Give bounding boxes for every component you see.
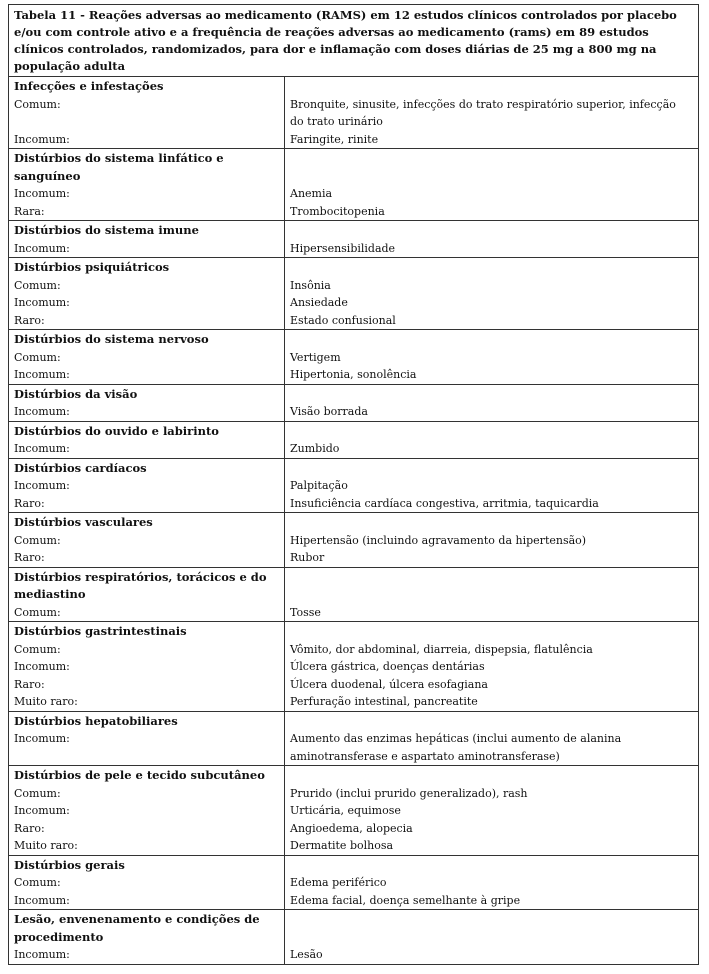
category-row [9,421,699,458]
reactions-cell [285,330,699,385]
category-cell [9,622,285,712]
reaction-text: Trombocitopenia [290,204,385,218]
category-row [9,384,699,421]
reaction-text: Ansiedade [290,296,348,309]
category-row [9,149,699,221]
reaction-text: Insônia [290,278,331,292]
reaction-text: Edema facial, doença semelhante à gripe [290,893,521,907]
category-cell [9,513,285,568]
reaction-text: Aumento das enzimas hepáticas (inclui aumento de alanina aminotransferase e aspartato aminotransferase) [290,732,622,763]
reactions-cell [285,567,699,622]
reaction-text: Úlcera gástrica, doenças dentárias [290,660,485,673]
reaction-text: Zumbido [290,442,340,455]
reaction-text: Faringite, rinite [290,132,379,146]
category-name: Distúrbios hepatobiliares [14,713,178,728]
reaction-text: Úlcera duodenal, úlcera esofagiana [290,677,488,691]
reaction-text: Dermatite bolhosa [290,839,394,852]
category-cell [9,458,285,513]
reaction-text: Palpitação [290,479,348,492]
category-cell [9,384,285,421]
category-cell [9,855,285,910]
category-row [9,711,699,766]
frequency-label: Incomum: [14,893,70,907]
frequency-label: Incomum: [14,368,70,381]
reactions-cell [285,622,699,712]
frequency-label: Muito raro: [14,839,78,852]
category-cell [9,149,285,221]
table-title: Tabela 11 - Reações adversas ao medicamento (RAMS) em 12 estudos clínicos controlados por placebo e/ou com controle ativo e a frequência de reações adversas ao medicamento (rams) em 89 estudos clínicos controlados, randomizados, para dor e inflamação com doses diárias de 25 mg a 800 mg na população adulta [9,5,699,77]
frequency-label: Raro: [14,821,45,835]
category-name: Distúrbios cardíacos [14,460,147,475]
reactions-cell [285,258,699,330]
frequency-label: Incomum: [14,241,70,255]
reactions-cell [285,711,699,766]
frequency-label: Comum: [14,642,61,656]
category-name: Distúrbios psiquiátricos [14,260,170,274]
category-row [9,513,699,568]
reaction-text: Perfuração intestinal, pancreatite [290,695,478,708]
category-cell [9,77,285,149]
reaction-text: Tosse [290,605,321,619]
frequency-label: Incomum: [14,187,70,200]
adverse-reactions-table [8,4,699,965]
category-row [9,221,699,258]
frequency-label: Incomum: [14,732,70,745]
category-cell [9,421,285,458]
category-cell [9,330,285,385]
category-row [9,855,699,910]
reaction-text: Hipertensão (incluindo agravamento da hipertensão) [290,533,587,547]
reaction-text: Vertigem [290,350,341,364]
category-name: Lesão, envenenamento e condições de procedimento [14,912,260,944]
frequency-label: Raro: [14,313,45,327]
category-row [9,458,699,513]
category-row [9,77,699,149]
frequency-label: Incomum: [14,660,70,673]
reaction-text: Lesão [290,948,323,961]
reactions-cell [285,421,699,458]
reaction-text: Prurido (inclui prurido generalizado), rash [290,786,528,800]
category-cell [9,766,285,856]
frequency-label: Comum: [14,350,61,364]
reaction-text: Anemia [290,187,333,200]
frequency-label: Comum: [14,278,61,292]
reactions-cell [285,766,699,856]
frequency-label: Raro: [14,677,45,691]
reaction-text: Insuficiência cardíaca congestiva, arritmia, taquicardia [290,496,599,510]
table-title-row [9,5,699,77]
reaction-text: Angioedema, alopecia [290,821,413,835]
category-name: Distúrbios de pele e tecido subcutâneo [14,768,265,782]
category-name: Distúrbios gastrintestinais [14,624,187,638]
category-row [9,258,699,330]
frequency-label: Raro: [14,496,45,510]
reactions-cell [285,149,699,221]
frequency-label: Incomum: [14,132,70,146]
category-name: Distúrbios do sistema linfático e sanguíneo [14,151,224,183]
reaction-text: Rubor [290,551,325,564]
category-name: Distúrbios gerais [14,857,125,872]
category-cell [9,711,285,766]
reaction-text: Edema periférico [290,876,387,889]
category-row [9,622,699,712]
category-name: Distúrbios vasculares [14,515,153,529]
category-name: Distúrbios do sistema nervoso [14,332,209,346]
category-row [9,567,699,622]
frequency-label: Muito raro: [14,695,78,708]
frequency-label: Comum: [14,533,61,547]
reaction-text: Hipertonia, sonolência [290,368,417,381]
category-row [9,910,699,965]
frequency-label: Incomum: [14,948,70,961]
category-row [9,330,699,385]
category-name: Distúrbios do sistema imune [14,223,199,237]
reactions-cell [285,458,699,513]
category-name: Infecções e infestações [14,79,164,93]
category-name: Distúrbios da visão [14,386,138,401]
frequency-label: Incomum: [14,442,70,455]
category-row [9,766,699,856]
frequency-label: Comum: [14,786,61,800]
category-cell [9,258,285,330]
frequency-label: Incomum: [14,296,70,309]
reactions-cell [285,384,699,421]
category-name: Distúrbios do ouvido e labirinto [14,423,219,438]
category-cell [9,910,285,965]
reaction-text: Estado confusional [290,313,396,327]
reaction-text: Bronquite, sinusite, infecções do trato respiratório superior, infecção do trato urinário [290,97,676,128]
reaction-text: Vômito, dor abdominal, diarreia, dispepsia, flatulência [290,642,593,656]
frequency-label: Comum: [14,97,61,111]
reactions-cell [285,855,699,910]
category-name: Distúrbios respiratórios, torácicos e do mediastino [14,569,267,601]
reaction-text: Urticária, equimose [290,804,401,817]
reactions-cell [285,77,699,149]
frequency-label: Incomum: [14,479,70,492]
reaction-text: Hipersensibilidade [290,241,396,255]
document-page [8,4,698,965]
frequency-label: Incomum: [14,405,70,418]
reactions-cell [285,910,699,965]
frequency-label: Comum: [14,605,61,619]
category-cell [9,221,285,258]
reactions-cell [285,221,699,258]
frequency-label: Comum: [14,876,61,889]
reaction-text: Visão borrada [290,405,368,418]
category-cell [9,567,285,622]
frequency-label: Incomum: [14,804,70,817]
frequency-label: Raro: [14,551,45,564]
frequency-label: Rara: [14,204,45,218]
reactions-cell [285,513,699,568]
